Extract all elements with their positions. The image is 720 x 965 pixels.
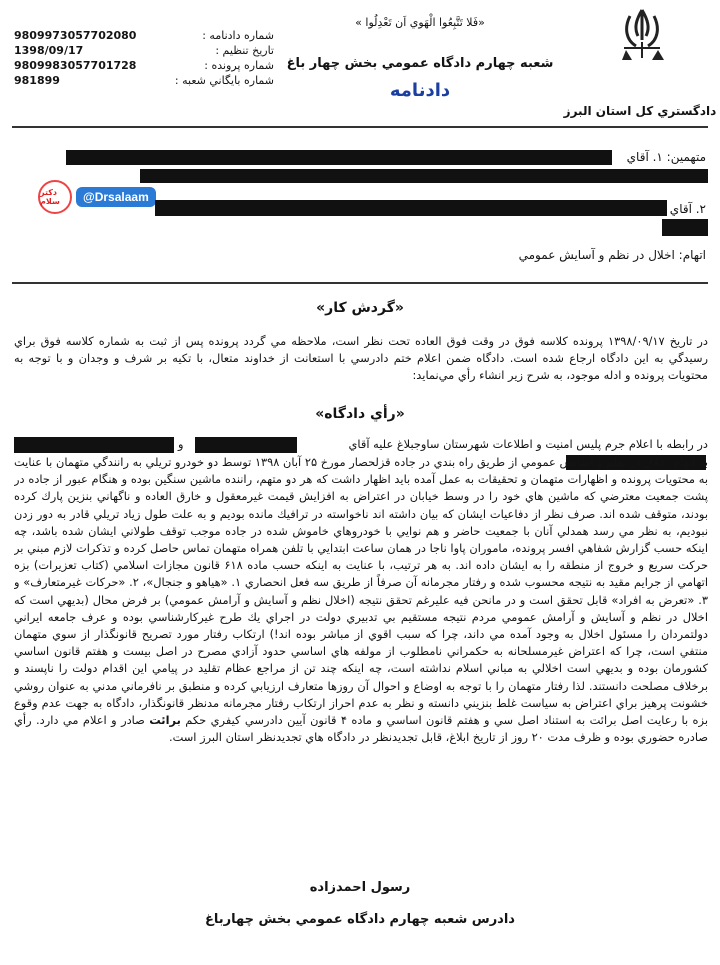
redaction-bar bbox=[14, 437, 174, 453]
meta-value: 1398/09/17 bbox=[14, 44, 84, 57]
header-divider bbox=[12, 126, 708, 128]
watermark-badge bbox=[38, 180, 156, 214]
watermark-logo: دکتر سلام bbox=[38, 180, 72, 214]
redaction-bar bbox=[66, 150, 612, 165]
judge-title: دادرس شعبه چهارم دادگاه عمومي بخش چهارباغ bbox=[205, 912, 515, 927]
redaction-bar bbox=[195, 437, 297, 453]
meta-label: شماره بايگاني شعبه : bbox=[174, 74, 274, 87]
meta-value: 9809973057702080 bbox=[14, 29, 137, 42]
meta-row bbox=[14, 73, 274, 88]
case-metadata bbox=[14, 28, 274, 88]
verdict-acquittal: برائت bbox=[149, 713, 181, 728]
iran-emblem-icon bbox=[620, 6, 664, 62]
meta-row bbox=[14, 28, 274, 43]
redaction-bar bbox=[662, 219, 708, 236]
verdict-body bbox=[14, 454, 708, 839]
parties-divider bbox=[12, 282, 708, 284]
defendant-2-label: ۲. آقاي bbox=[669, 202, 706, 216]
redaction-bar bbox=[140, 169, 708, 183]
watermark-handle: @Drsalaam bbox=[76, 187, 156, 207]
meta-value: 981899 bbox=[14, 74, 60, 87]
section-title-workflow: «گردش كار» bbox=[316, 300, 404, 316]
verdict-text-1: به اتهام اخلال در نظم و آسايش عمومي از طريق راه بندي در جاده قزلحصار مورخ ۲۵ آبان ۱۳۹۸ توسط دو خودرو تريلي به رانندگي متهمان با عنايت به محتويات پرونده و اظهارات متهمان و تحقيقات به عمل آمده بايد اظهار داشت كه هر دو متهم، راننده ماشين سنگين بوده و هنگام عبور از جاده در پشت جمعيت معترضي كه ماشين هاي خود را در وسط خيابان در اعتراض به افزايش قيمت غيرمعقول و خارق العاده و ناگهاني بنزين پارك كرده بودند، متوقف شده اند. صرف نظر از دفاعيات ايشان كه بيان داشته اند ناخواسته در ترافيك مانده بوديم و به علت طول زياد تريلي قادر به دور زدن نبوديم، به نظر مي رسد همدلي آنان با جمعيت حاضر و هم نوايي با خودروهاي خاموش شده در جاده موجب توقف طولاني ايشان شده باشد، چه اينكه حسب گزارش شفاهي افسر پرونده، ماموران پاوا ناجا در همان ساعت ابتدايي با تلفن همراه متهمان تماس حاصل كرده و تذكرات لازم مبني بر حركت سريع و خروج از منطقه را به ايشان داده اند. به هر ترتيب، با عنايت به اينكه حسب ماده ۶۱۸ قانون مجازات اسلامي (كتاب تعزيرات) بزه اتهامي از جرايم مقيد به نتيجه محسوب شده و رفتار مجرمانه آن صرفاً از طريق سه فعل انحصاري ۱. «هياهو و جنجال»، ۲. «حركات غيرمتعارف» و ۳. «تعرض به افراد» قابل تحقق است و در مانحن فيه عليرغم تحقق نتيجه (اخلال نظم و آسايش و آرامش عمومي) بر فرض محال (بديهي است كه اخلال در نظم و آسايش و آرامش عمومي مردم نتيجه مستقيم بي تدبيري دولت در اجراي يك طرح غيركارشناسي بوده و عرف جامعه ايراني دولتمردان را مسئول اخلال به وجود آمده مي داند، چرا كه سبب اقوي از مباشر بوده اند!) ارتكاب رفتار مورد تصريح قانونگذار از سوي متهمان منتفي است، چرا كه اعتراض غيرمسلحانه به حكمراني نامطلوب از مولفه هاي اساسي حدود آزادي مصرح در اصل بيست و هفتم قانون اساسي كشورمان بوده و بديهي است اخلالي به مباني اسلام نداشته است، چه اينكه چند تن از مراجع عظام تقليد در پيامي اين اقدام دولت را ناپسند و برخلاف مصلحت دانستند. لذا رفتار متهمان را با توجه به اوضاع و احوال آن روزها متعارف ارزيابي كرده و منطبق بر نافرماني مدني به عنوان روشي خشونت پرهيز براي اعتراض به سياست غلط بنزيني دانسته و نظر به عدم احراز ارتكاب رفتار مجرمانه مدنظر قانونگذار، دادگاه به جهت عدم وقوع بزه با رعايت اصل برائت به استناد اصل سي و هفتم قانون اساسي و ماده ۴ قانون آيين دادرسي كيفري حكم bbox=[14, 455, 708, 728]
meta-label: شماره دادنامه : bbox=[202, 29, 274, 42]
charge-line: اتهام: اخلال در نظم و آسايش عمومي bbox=[518, 248, 706, 262]
judge-name: رسول احمدزاده bbox=[309, 880, 411, 895]
redaction-bar bbox=[155, 200, 667, 216]
meta-label: شماره پرونده : bbox=[204, 59, 274, 72]
verdict-and: و bbox=[178, 437, 184, 451]
court-organization: دادگستري كل استان البرز bbox=[563, 104, 717, 118]
section-title-verdict: «رأي دادگاه» bbox=[315, 406, 405, 422]
meta-row bbox=[14, 43, 274, 58]
meta-row bbox=[14, 58, 274, 73]
header-quote: «فَلا تَتَّبِعُوا الْهَوي اَن تَعْدِلُوا » bbox=[355, 16, 485, 29]
meta-value: 9809983057701728 bbox=[14, 59, 137, 72]
document-type: دادنامه bbox=[389, 80, 451, 101]
verdict-lead: در رابطه با اعلام جرم پليس امنيت و اطلاعات شهرستان ساوجبلاغ عليه آقاي bbox=[348, 437, 708, 451]
defendant-1-label: متهمين: ۱. آقاي bbox=[626, 150, 706, 164]
meta-label: تاريخ تنظيم : bbox=[215, 44, 274, 57]
court-branch: شعبه چهارم دادگاه عمومي بخش چهار باغ bbox=[286, 56, 554, 71]
workflow-paragraph: در تاريخ ۱۳۹۸/۰۹/۱۷ پرونده كلاسه فوق در وقت فوق العاده تحت نظر است، ملاحظه مي گردد پرونده پس از ثبت به شماره كلاسه فوق براي رسيدگي به اين دادگاه ارجاع شده است. دادگاه ضمن اعلام ختم دادرسي با استعانت از خداوند متعال، با تكيه بر شرف و وجدان و با توجه به محتويات پرونده و ادله موجود، به شرح زير انشاء رأي مي‌نمايد: bbox=[14, 334, 708, 383]
verdict-text-2: صادر و اعلام مي دارد. رأي صادره حضوري بوده و ظرف مدت ۲۰ روز از تاريخ ابلاغ، قابل تجديدنظر در دادگاه هاي تجديدنظر استان البرز است. bbox=[14, 713, 708, 745]
